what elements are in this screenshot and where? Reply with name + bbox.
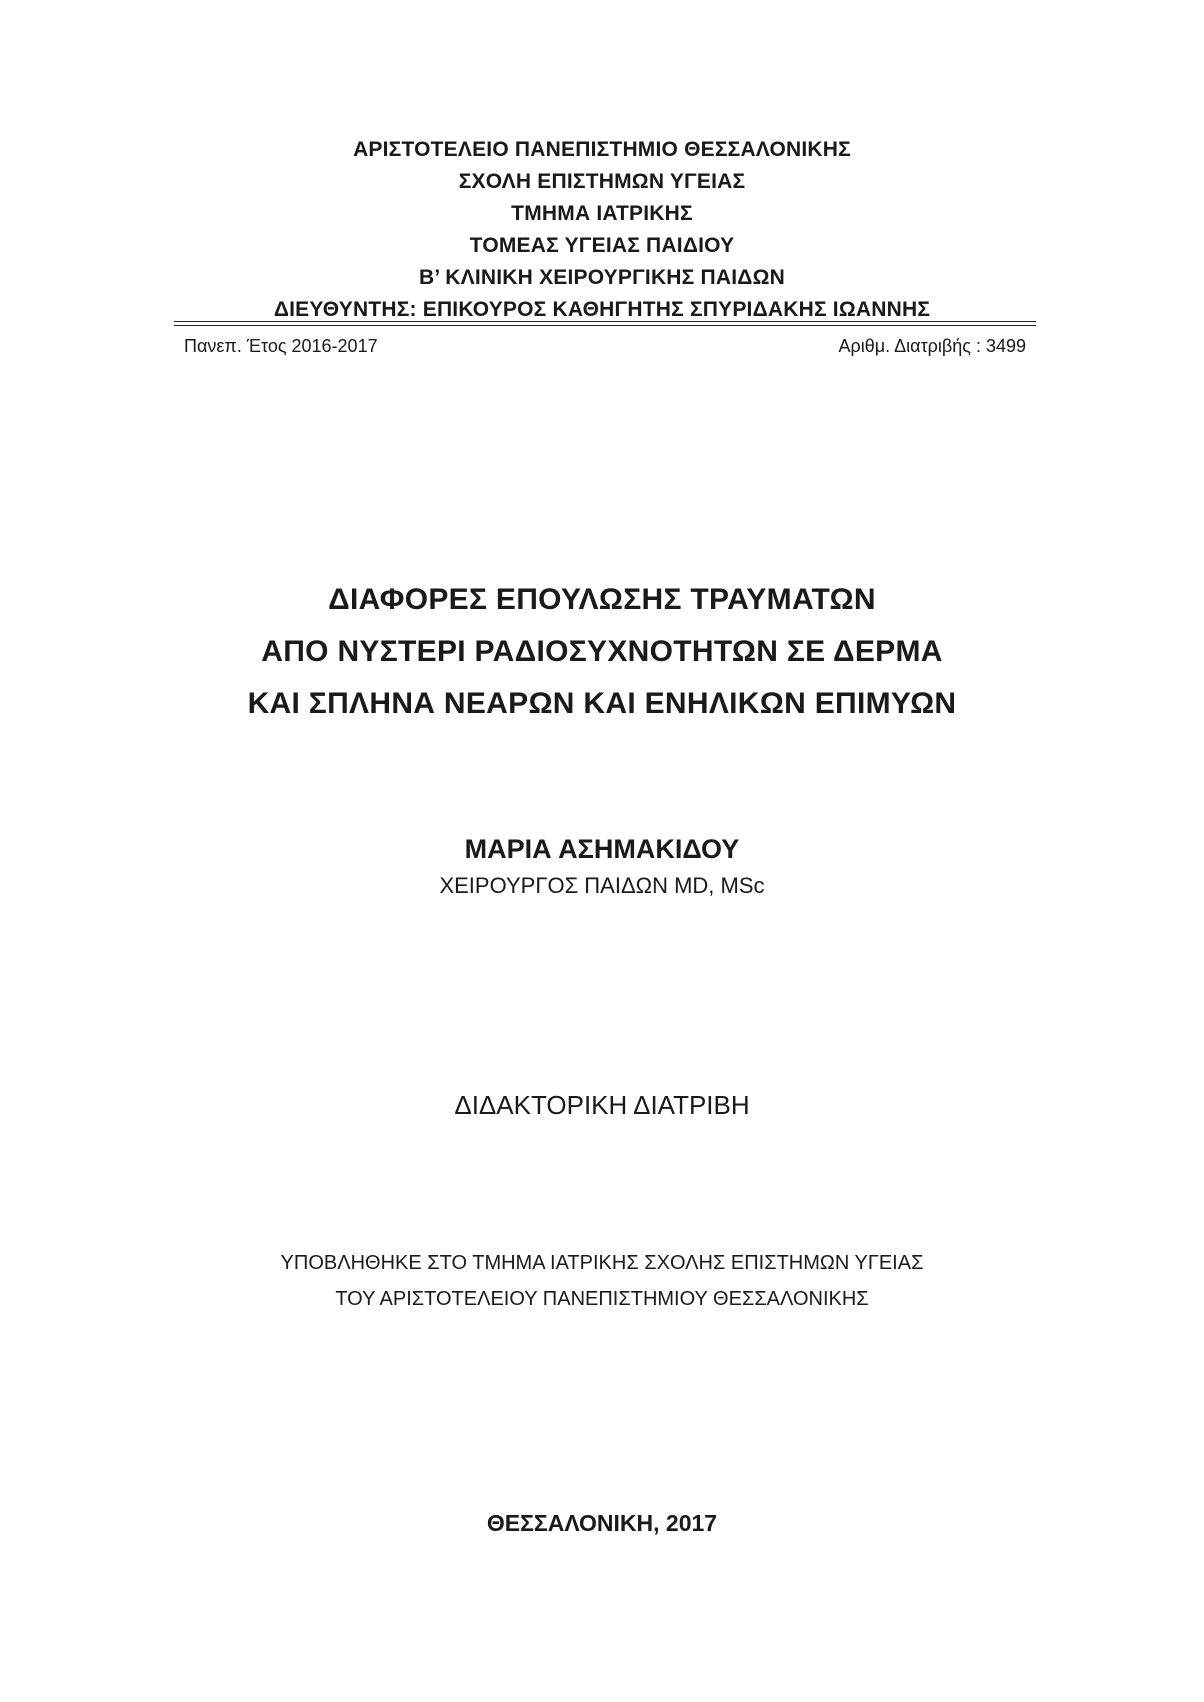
clinic-name: Β’ ΚΛΙΝΙΚΗ ΧΕΙΡΟΥΡΓΙΚΗΣ ΠΑΙΔΩΝ (419, 266, 785, 289)
author-name: ΜΑΡΙΑ ΑΣΗΜΑΚΙΔΟΥ (464, 834, 740, 864)
thesis-number: Αριθμ. Διατριβής : 3499 (838, 336, 1026, 356)
department-name: ΤΜΗΜΑ ΙΑΤΡΙΚΗΣ (511, 202, 693, 225)
sector-name: ΤΟΜΕΑΣ ΥΓΕΙΑΣ ΠΑΙΔΙΟΥ (469, 234, 735, 257)
place-and-year: ΘΕΣΣΑΛΟΝΙΚΗ, 2017 (486, 1510, 718, 1536)
institution-header (0, 134, 1204, 326)
thesis-title (0, 574, 1204, 730)
header-divider-top (174, 321, 1036, 322)
title-line-3: ΚΑΙ ΣΠΛΗΝΑ ΝΕΑΡΩΝ ΚΑΙ ΕΝΗΛΙΚΩΝ ΕΠΙΜΥΩΝ (247, 687, 957, 720)
submission-line-1: ΥΠΟΒΛΗΘΗΚΕ ΣΤΟ ΤΜΗΜΑ ΙΑΤΡΙΚΗΣ ΣΧΟΛΗΣ ΕΠΙΣΤΗΜΩΝ ΥΓΕΙΑΣ (280, 1252, 924, 1274)
author-credentials: ΧΕΙΡΟΥΡΓΟΣ ΠΑΙΔΩΝ MD, MSc (439, 873, 765, 898)
title-line-2: ΑΠΟ ΝΥΣΤΕΡΙ ΡΑΔΙΟΣΥΧΝΟΤΗΤΩΝ ΣΕ ΔΕΡΜΑ (261, 635, 943, 668)
title-line-1: ΔΙΑΦΟΡΕΣ ΕΠΟΥΛΩΣΗΣ ΤΡΑΥΜΑΤΩΝ (328, 583, 876, 616)
submission-statement (0, 1245, 1204, 1317)
header-divider-bottom (174, 325, 1036, 326)
academic-year: Πανεπ. Έτος 2016-2017 (184, 336, 378, 356)
document-type: ΔΙΔΑΚΤΟΡΙΚΗ ΔΙΑΤΡΙΒΗ (454, 1090, 750, 1120)
submission-line-2: ΤΟΥ ΑΡΙΣΤΟΤΕΛΕΙΟΥ ΠΑΝΕΠΙΣΤΗΜΙΟΥ ΘΕΣΣΑΛΟΝΙΚΗΣ (335, 1288, 869, 1310)
director-line: ΔΙΕΥΘΥΝΤΗΣ: ΕΠΙΚΟΥΡΟΣ ΚΑΘΗΓΗΤΗΣ ΣΠΥΡΙΔΑΚΗΣ ΙΩΑΝΝΗΣ (273, 298, 931, 321)
university-name: ΑΡΙΣΤΟΤΕΛΕΙΟ ΠΑΝΕΠΙΣΤΗΜΙΟ ΘΕΣΣΑΛΟΝΙΚΗΣ (353, 138, 851, 161)
school-name: ΣΧΟΛΗ ΕΠΙΣΤΗΜΩΝ ΥΓΕΙΑΣ (458, 170, 746, 193)
meta-row (184, 333, 1026, 359)
